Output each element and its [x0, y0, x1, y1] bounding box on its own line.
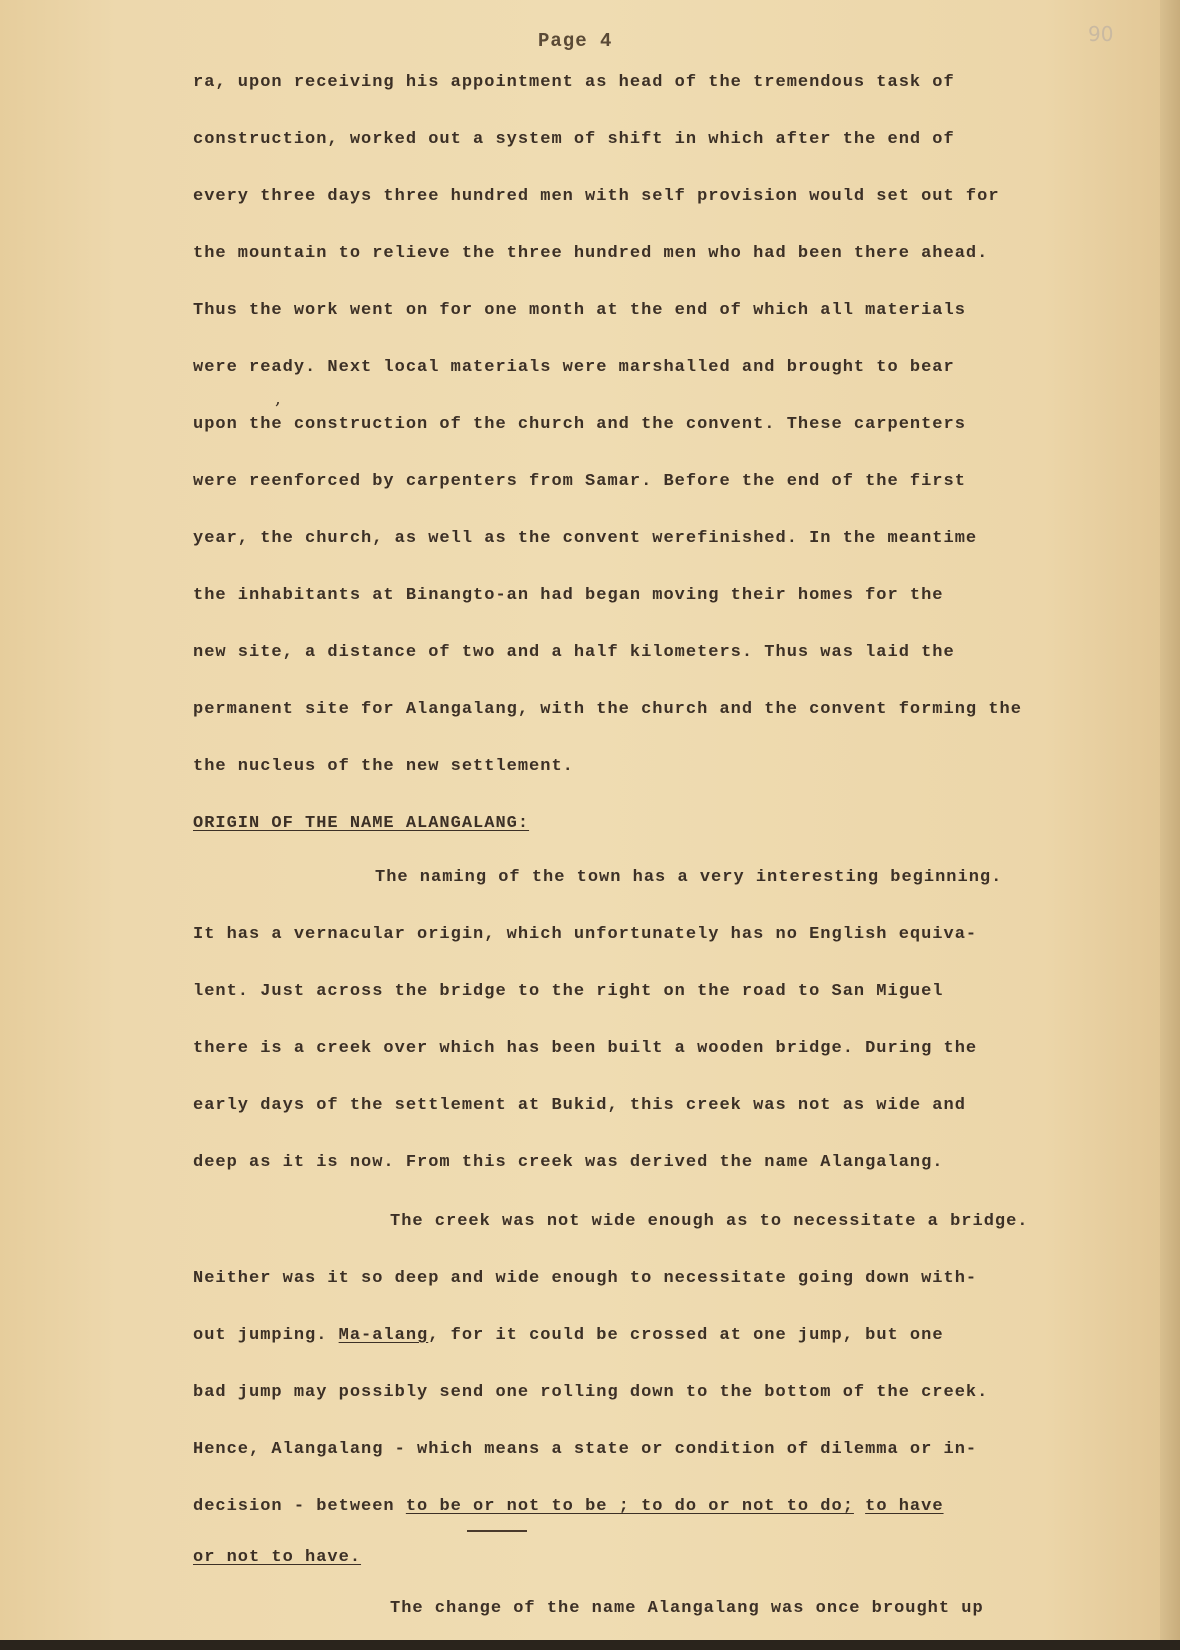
text-line: the nucleus of the new settlement.: [193, 757, 574, 776]
text-line: Hence, Alangalang - which means a state or condition of dilemma or in-: [193, 1440, 978, 1459]
handwritten-comma-mark: ,: [275, 388, 281, 409]
text-line: every three days three hundred men with self provision would set out for: [193, 187, 1000, 206]
text-line: decision - between to be or not to be ; to do or not to do; to have: [193, 1497, 944, 1516]
text-line: construction, worked out a system of shift in which after the end of: [193, 130, 955, 149]
text-line: Neither was it so deep and wide enough to necessitate going down with-: [193, 1269, 978, 1288]
text-line: or not to have.: [193, 1548, 362, 1567]
text-line: there is a creek over which has been built a wooden bridge. During the: [193, 1039, 978, 1058]
typed-rule: [467, 1530, 527, 1532]
text-line: Thus the work went on for one month at the end of which all materials: [193, 301, 966, 320]
text-line: out jumping. Ma-alang, for it could be crossed at one jump, but one: [193, 1326, 944, 1345]
text-line: It has a vernacular origin, which unfortunately has no English equiva-: [193, 925, 978, 944]
text-line: early days of the settlement at Bukid, this creek was not as wide and: [193, 1096, 966, 1115]
text-line: The naming of the town has a very interesting beginning.: [375, 868, 1003, 887]
page-edge: [1160, 0, 1180, 1650]
text-line: year, the church, as well as the convent werefinished. In the meantime: [193, 529, 978, 548]
text-line: upon the construction of the church and the convent. These carpenters: [193, 415, 966, 434]
underlined-phrase: to be or not to be ; to do or not to do;: [405, 1497, 854, 1516]
scan-border: [0, 1640, 1180, 1650]
text-line: permanent site for Alangalang, with the church and the convent forming the: [193, 700, 1022, 719]
text-line: the inhabitants at Binangto-an had began moving their homes for the: [193, 586, 944, 605]
section-heading: ORIGIN OF THE NAME ALANGALANG:: [193, 814, 530, 833]
text-line: were reenforced by carpenters from Samar. Before the end of the first: [193, 472, 966, 491]
underlined-phrase: to have: [865, 1497, 944, 1516]
text-line: were ready. Next local materials were marshalled and brought to bear: [193, 358, 955, 377]
folio-number: 90: [1088, 22, 1114, 46]
page-number: Page 4: [538, 30, 613, 52]
text-line: deep as it is now. From this creek was derived the name Alangalang.: [193, 1153, 944, 1172]
text-line: bad jump may possibly send one rolling down to the bottom of the creek.: [193, 1383, 989, 1402]
text-line: the mountain to relieve the three hundred men who had been there ahead.: [193, 244, 989, 263]
text-line: ra, upon receiving his appointment as head of the tremendous task of: [193, 73, 955, 92]
text-line: The creek was not wide enough as to necessitate a bridge.: [390, 1212, 1029, 1231]
text-line: lent. Just across the bridge to the right on the road to San Miguel: [193, 982, 944, 1001]
text-line: The change of the name Alangalang was once brought up: [390, 1599, 984, 1618]
underlined-term: Ma-alang: [338, 1326, 429, 1345]
text-line: new site, a distance of two and a half kilometers. Thus was laid the: [193, 643, 955, 662]
